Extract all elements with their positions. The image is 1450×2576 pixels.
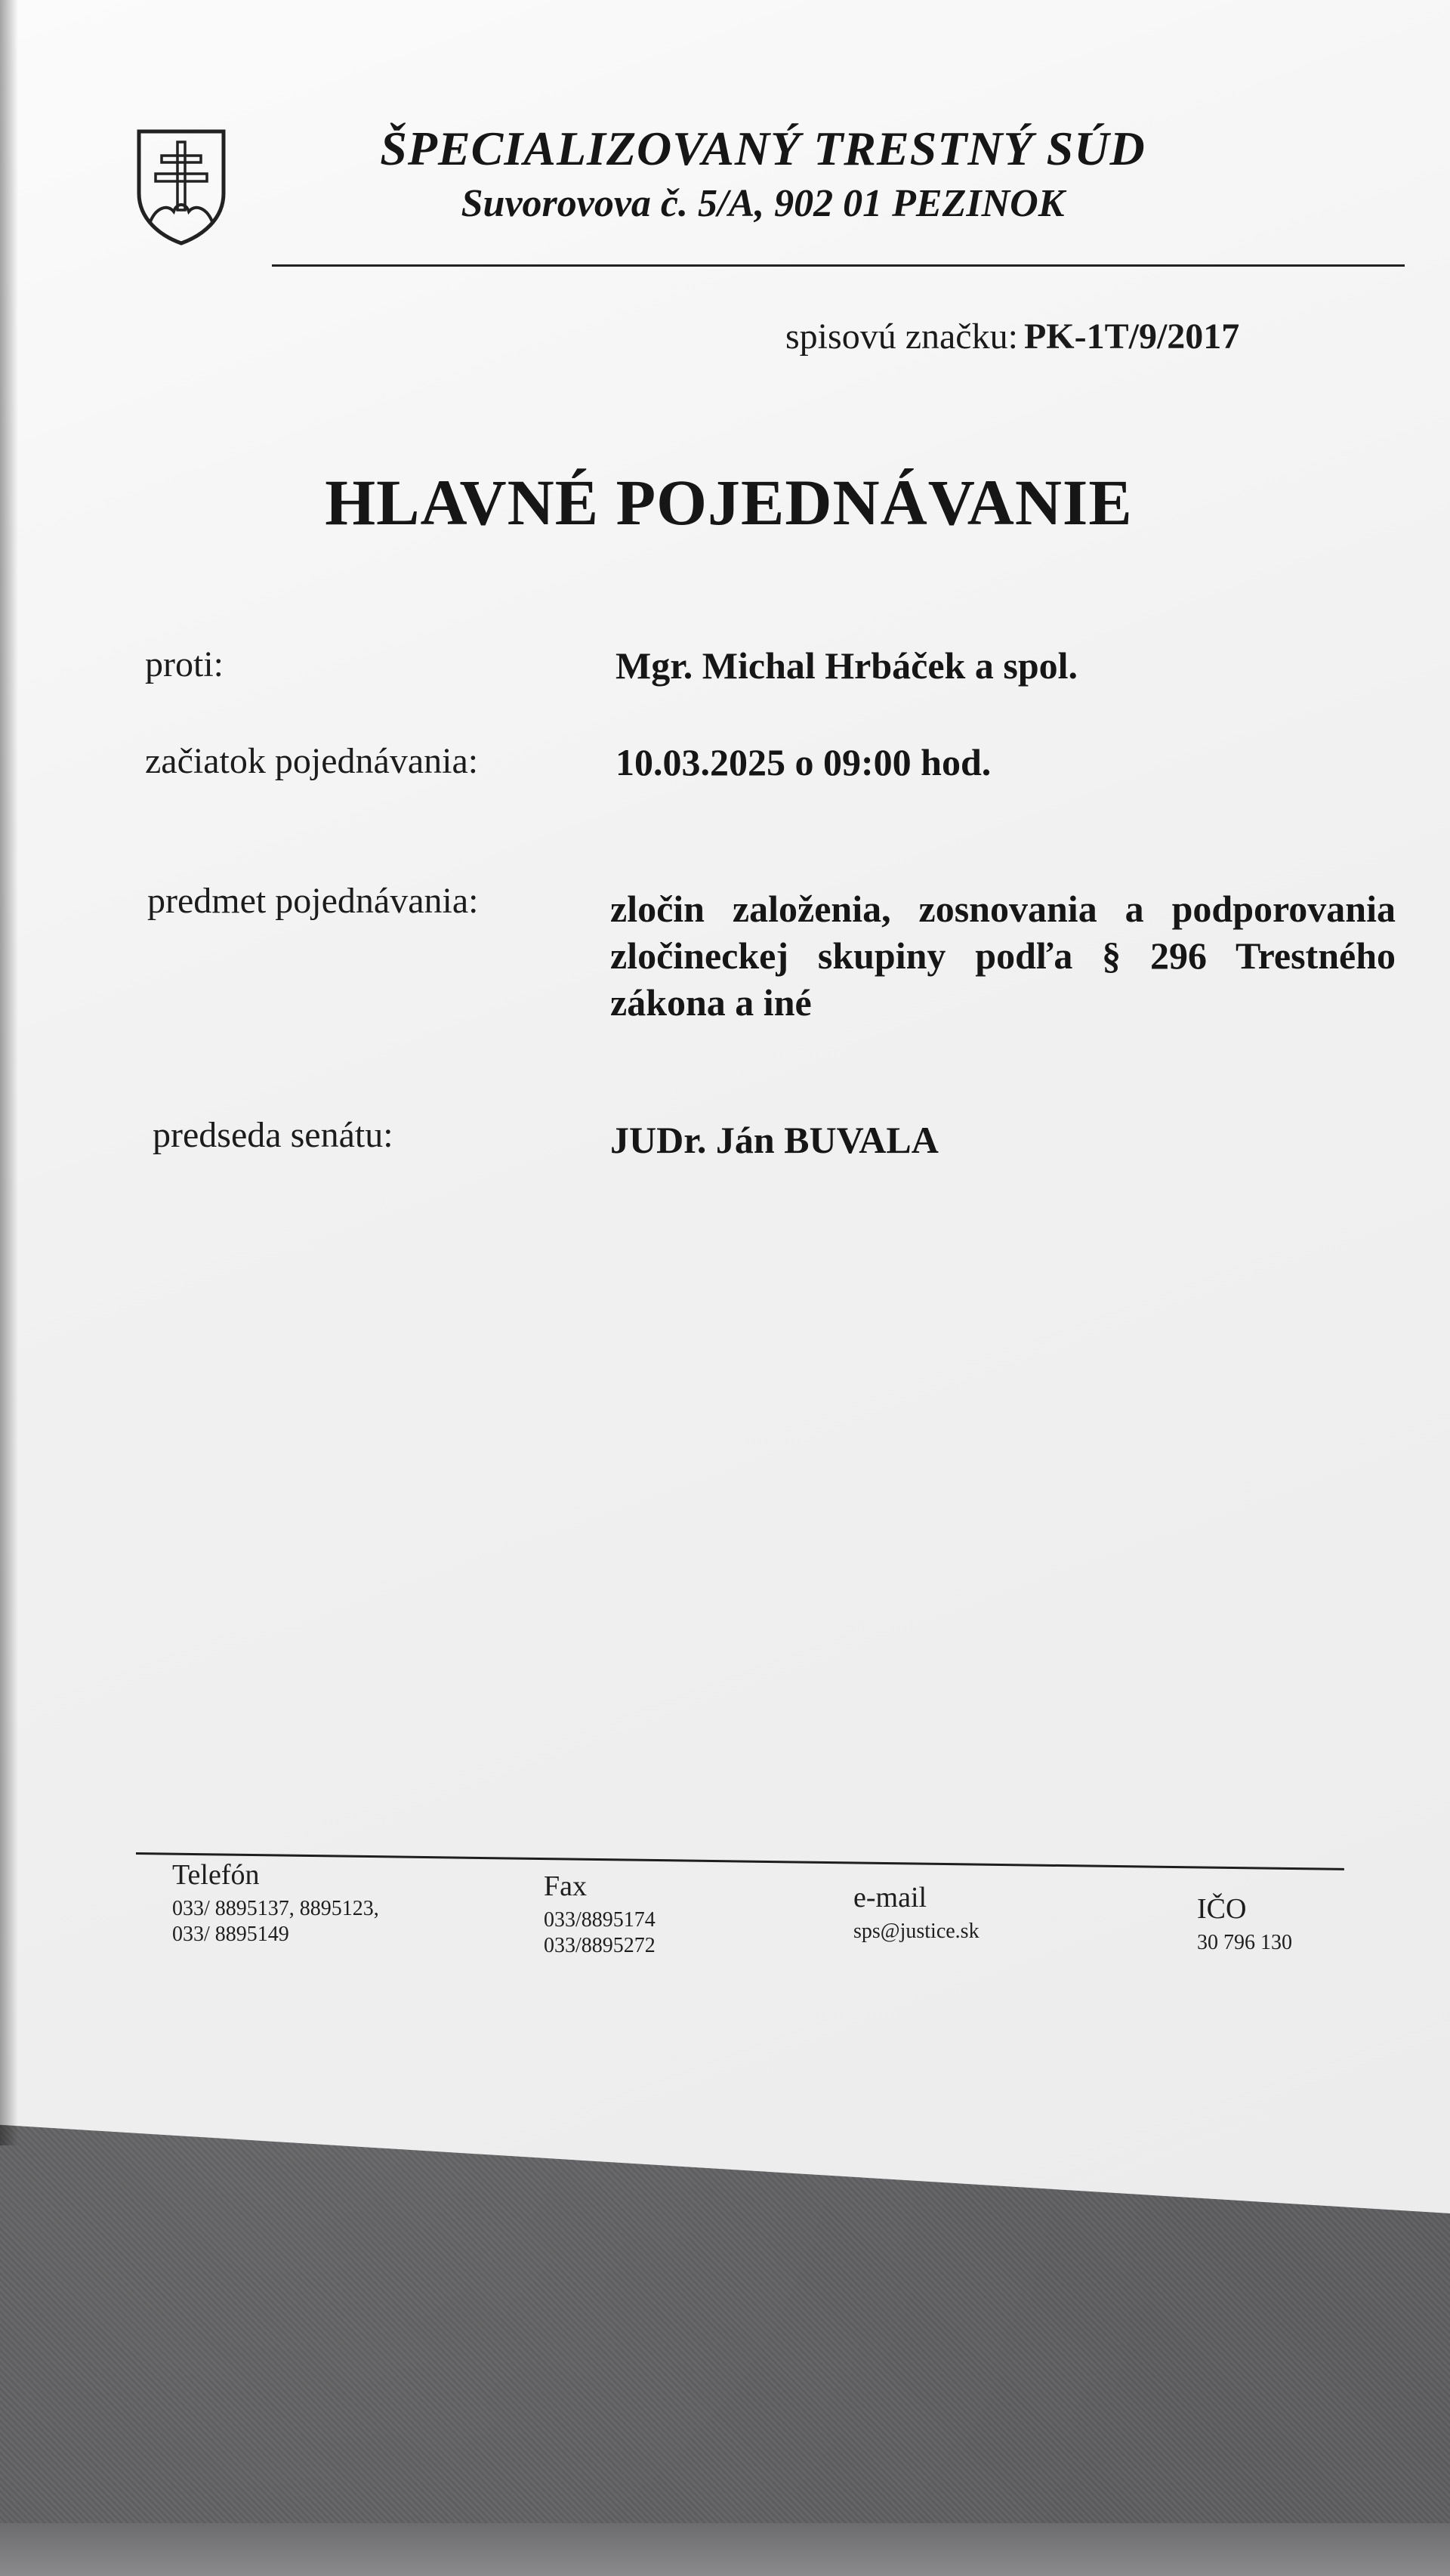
court-name: ŠPECIALIZOVANÝ TRESTNÝ SÚD [380, 122, 1146, 175]
footer-email-label: e-mail [853, 1882, 927, 1913]
footer-email-line: sps@justice.sk [853, 1920, 980, 1943]
file-reference-label: spisovú značku: [785, 317, 1018, 357]
footer-ico-line: 30 796 130 [1197, 1931, 1292, 1954]
footer-phone-label: Telefón [172, 1859, 260, 1891]
file-reference-value: PK-1T/9/2017 [1023, 317, 1240, 357]
footer-fax-line: 033/8895174 [544, 1908, 656, 1932]
file-reference [785, 316, 1239, 357]
chair-label: predseda senátu: [153, 1115, 393, 1155]
footer-phone [172, 1858, 379, 1947]
document-title: HLAVNÉ POJEDNÁVANIE [325, 466, 1133, 539]
start-label: začiatok pojednávania: [145, 741, 479, 781]
footer-fax-label: Fax [544, 1870, 587, 1902]
against-label: proti: [145, 644, 224, 684]
footer-email [853, 1881, 980, 1944]
against-value: Mgr. Michal Hrbáček a spol. [615, 644, 1078, 687]
paper-edge-shadow [0, 0, 18, 2145]
subject-value: zločin založenia, zosnovania a podporovania zločineckej skupiny podľa § 296 Trestného zákona a iné [610, 888, 1396, 1024]
start-value: 10.03.2025 o 09:00 hod. [615, 741, 992, 783]
footer-fax [544, 1870, 656, 1959]
subject-label: predmet pojednávania: [147, 881, 479, 921]
footer-phone-line: 033/ 8895149 [172, 1923, 289, 1946]
bottom-edge-strip [0, 2523, 1450, 2576]
chair-value: JUDr. Ján BUVALA [610, 1119, 939, 1161]
header-divider [272, 264, 1405, 267]
footer-phone-line: 033/ 8895137, 8895123, [172, 1897, 379, 1920]
footer-ico-label: IČO [1197, 1893, 1247, 1925]
footer-ico [1197, 1892, 1292, 1956]
court-address: Suvorovova č. 5/A, 902 01 PEZINOK [461, 182, 1065, 225]
footer-fax-line: 033/8895272 [544, 1934, 656, 1957]
slovak-coat-of-arms-icon [134, 127, 228, 246]
